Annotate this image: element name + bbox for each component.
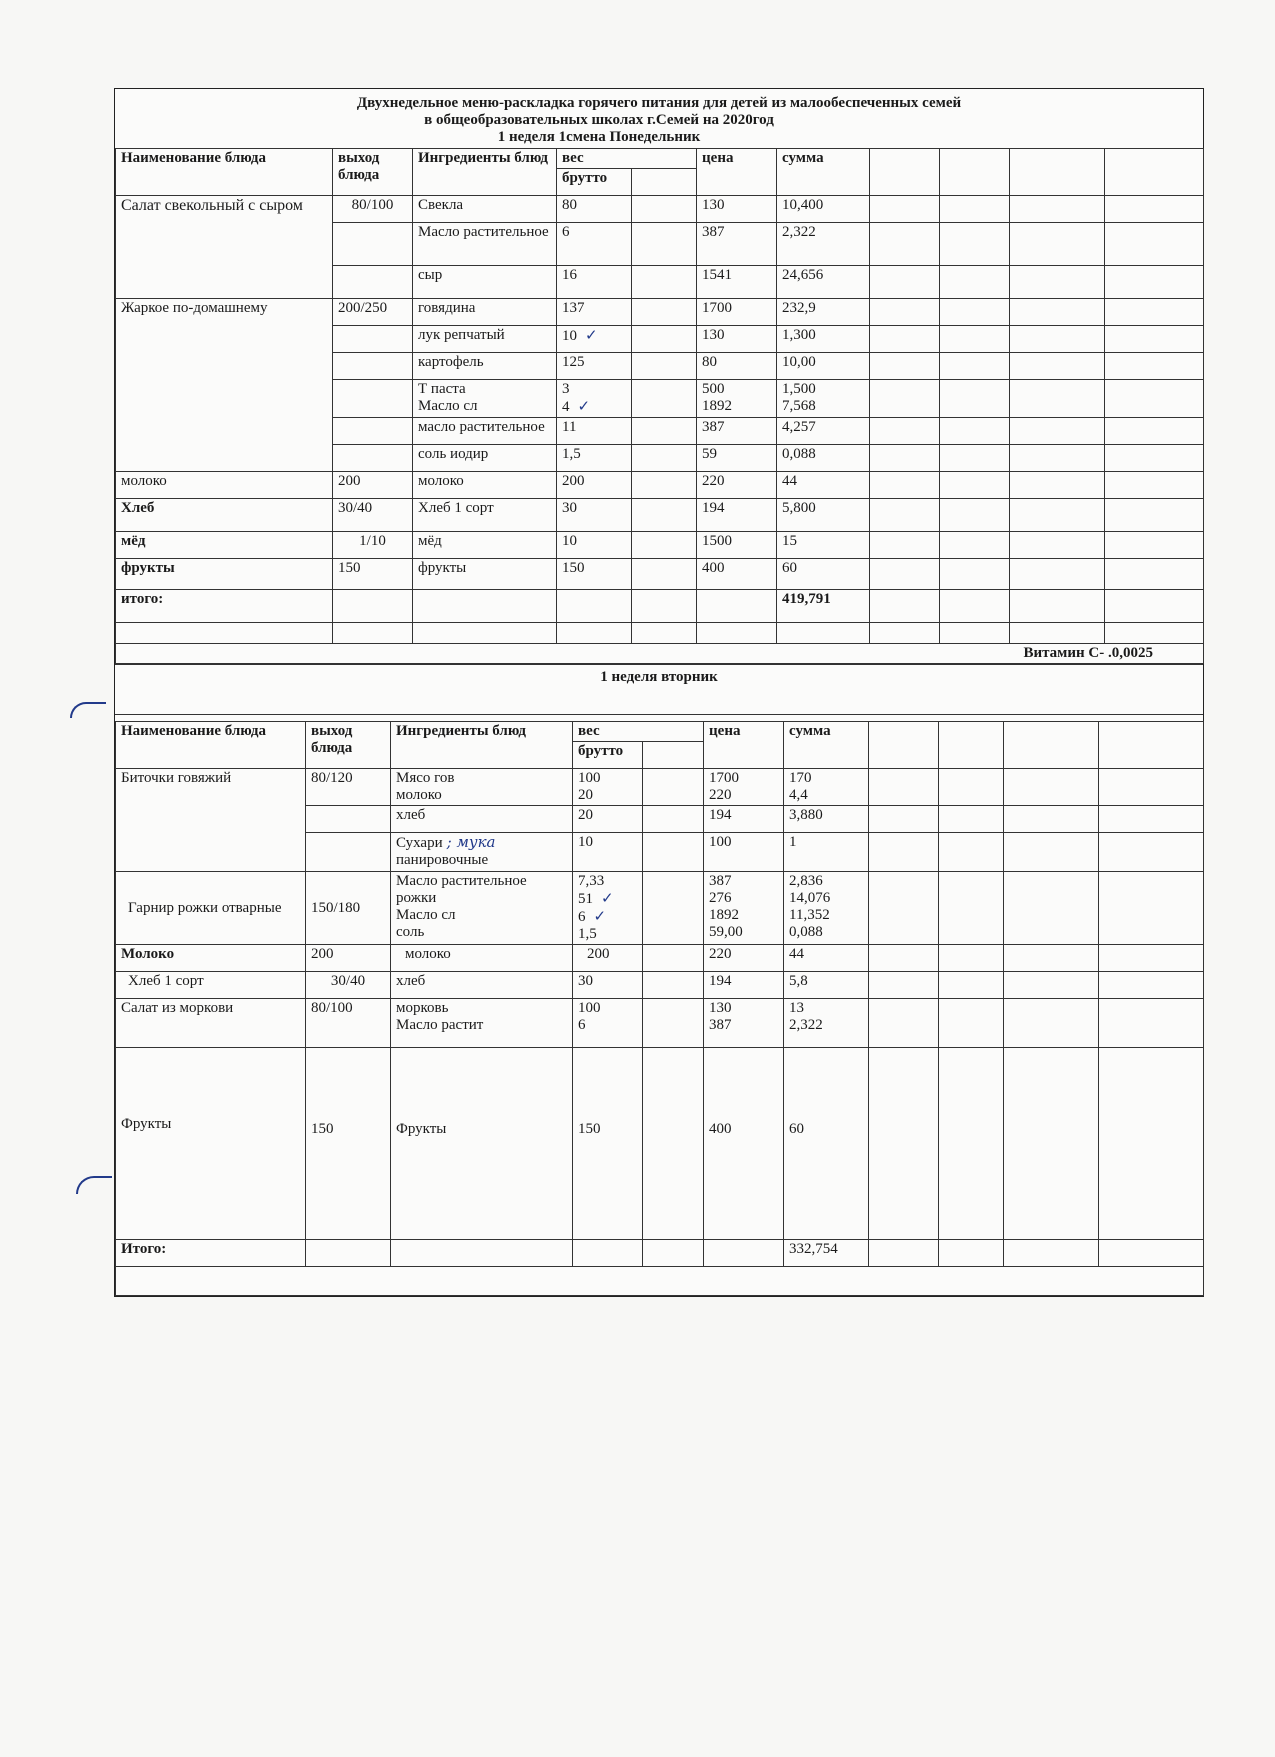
price: 387	[697, 223, 777, 266]
total-row	[116, 590, 1204, 623]
menu-sheet	[114, 88, 1204, 1297]
dish-out: 200	[306, 945, 391, 972]
table-row	[116, 532, 1204, 559]
sum: 3,880	[784, 806, 869, 833]
table-header-row	[116, 149, 1204, 169]
sum: 2,322	[777, 223, 870, 266]
tuesday-table	[115, 721, 1204, 1296]
ingredient: Масло растит	[396, 1017, 484, 1033]
price: 387	[709, 1017, 732, 1033]
price: 194	[697, 499, 777, 532]
weight: 150	[557, 559, 632, 590]
document-header	[115, 89, 1203, 148]
table-row	[116, 472, 1204, 499]
dish-name: Фрукты	[116, 1048, 306, 1240]
handwritten-check-icon: ✓	[593, 907, 607, 925]
sum: 5,8	[784, 972, 869, 999]
ingredient: Масло растительное	[396, 873, 527, 889]
dish-out: 150	[306, 1048, 391, 1240]
weight: 6	[578, 1017, 586, 1033]
table-row	[116, 872, 1204, 945]
ingredient: морковь	[396, 1000, 449, 1016]
ingredient: молоко	[391, 945, 573, 972]
dish-out: 80/100	[306, 999, 391, 1048]
sum: 170	[789, 770, 812, 786]
ingredient: Масло сл	[418, 398, 478, 414]
col-dish-header: Наименование блюда	[116, 722, 306, 769]
dish-out: 80/100	[333, 196, 413, 223]
weight: 10	[557, 532, 632, 559]
sum: 7,568	[782, 398, 816, 414]
col-sum-header: сумма	[784, 722, 869, 769]
table-row	[116, 945, 1204, 972]
weight: 51	[578, 891, 593, 907]
empty-row	[116, 623, 1204, 644]
weight: 137	[557, 299, 632, 326]
total-value: 332,754	[784, 1240, 869, 1267]
pen-mark-icon	[76, 1176, 112, 1194]
weight: 7,33	[578, 873, 605, 889]
price: 400	[704, 1048, 784, 1240]
ingredient: хлеб	[391, 806, 573, 833]
dish-out: 200	[333, 472, 413, 499]
table-row	[116, 1048, 1204, 1240]
weight: 150	[573, 1048, 643, 1240]
handwritten-check-icon: ✓	[601, 889, 614, 907]
weight: 100	[578, 1000, 601, 1016]
vitamin-note: Витамин С- .0,0025	[116, 644, 1204, 664]
price: 1700	[709, 770, 740, 786]
price: 130	[709, 1000, 732, 1016]
sum: 14,076	[789, 890, 831, 906]
price: 387	[709, 873, 732, 889]
price: 1700	[697, 299, 777, 326]
empty-row	[116, 1267, 1204, 1296]
col-ing-header: Ингредиенты блюд	[391, 722, 573, 769]
weight: 200	[573, 945, 643, 972]
dish-name: Молоко	[116, 945, 306, 972]
sum: 11,352	[789, 907, 830, 923]
weight: 30	[557, 499, 632, 532]
weight: 6	[557, 223, 632, 266]
ingredient: соль	[396, 924, 425, 940]
price: 400	[697, 559, 777, 590]
dish-out: 200/250	[333, 299, 413, 326]
handwritten-check-icon: ✓	[585, 326, 598, 344]
price: 276	[709, 890, 732, 906]
sum: 1,500	[782, 381, 816, 397]
table-header-row	[116, 722, 1204, 742]
sum: 4,257	[777, 418, 870, 445]
table-row	[116, 299, 1204, 326]
header-line-1: Двухнедельное меню-раскладка горячего питания для детей из малообеспеченных семей	[356, 95, 962, 111]
sum: 2,322	[789, 1017, 823, 1033]
sum: 15	[777, 532, 870, 559]
price: 220	[704, 945, 784, 972]
ingredient: Мясо гов	[396, 770, 455, 786]
table-row	[116, 769, 1204, 806]
sum: 60	[784, 1048, 869, 1240]
ingredient: мёд	[413, 532, 557, 559]
ingredient: Т паста	[418, 381, 466, 397]
handwritten-check-icon: ✓	[577, 397, 591, 415]
price: 59	[697, 445, 777, 472]
ingredient: Масло растительное	[413, 223, 557, 266]
table-row	[116, 499, 1204, 532]
weight: 16	[557, 266, 632, 299]
price: 220	[697, 472, 777, 499]
sum: 24,656	[777, 266, 870, 299]
col-dish-header: Наименование блюда	[116, 149, 333, 196]
weight: 200	[557, 472, 632, 499]
weight: 80	[557, 196, 632, 223]
ingredient: Масло сл	[396, 907, 456, 923]
dish-name: Салат свекольный с сыром	[116, 196, 333, 299]
weight: 4	[562, 399, 570, 415]
price: 1892	[709, 907, 740, 923]
sum: 5,800	[777, 499, 870, 532]
price: 387	[697, 418, 777, 445]
price: 1892	[702, 398, 733, 414]
price: 59,00	[709, 924, 743, 940]
ingredient: соль иодир	[413, 445, 557, 472]
table-row	[116, 999, 1204, 1048]
ingredient: панировочные	[396, 852, 489, 868]
sum: 60	[777, 559, 870, 590]
ingredient: сыр	[413, 266, 557, 299]
weight: 6	[578, 909, 586, 925]
price: 1541	[697, 266, 777, 299]
sum: 44	[784, 945, 869, 972]
price: 130	[697, 196, 777, 223]
vitamin-row	[116, 644, 1204, 664]
dish-name: Гарнир рожки отварные	[116, 872, 306, 945]
col-ing-header: Ингредиенты блюд	[413, 149, 557, 196]
ingredient: рожки	[396, 890, 437, 906]
col-sum-header: сумма	[777, 149, 870, 196]
dish-name: Салат из моркови	[116, 999, 306, 1048]
col-weight-header: вес	[557, 149, 697, 169]
col-price-header: цена	[704, 722, 784, 769]
weight: 30	[573, 972, 643, 999]
dish-name: Биточки говяжий	[116, 769, 306, 872]
ingredient: молоко	[413, 472, 557, 499]
total-label: итого:	[116, 590, 333, 623]
monday-table	[115, 148, 1204, 664]
dish-out: 1/10	[333, 532, 413, 559]
col-gross-header: брутто	[573, 742, 643, 769]
price: 500	[702, 381, 725, 397]
weight: 125	[557, 353, 632, 380]
ingredient: Хлеб 1 сорт	[413, 499, 557, 532]
ingredient: молоко	[396, 787, 442, 803]
col-out-header: выход блюда	[333, 149, 413, 196]
total-value: 419,791	[777, 590, 870, 623]
total-row	[116, 1240, 1204, 1267]
price: 80	[697, 353, 777, 380]
weight: 20	[578, 787, 593, 803]
header-line-3: 1 неделя 1смена Понедельник	[497, 129, 701, 145]
dish-name: Хлеб	[116, 499, 333, 532]
dish-name: фрукты	[116, 559, 333, 590]
ingredient: Фрукты	[391, 1048, 573, 1240]
sum: 0,088	[789, 924, 823, 940]
sum: 0,088	[777, 445, 870, 472]
price: 194	[704, 806, 784, 833]
ingredient: картофель	[413, 353, 557, 380]
ingredient: говядина	[413, 299, 557, 326]
sum: 44	[777, 472, 870, 499]
sum: 1	[784, 833, 869, 872]
sum: 4,4	[789, 787, 808, 803]
pen-mark-icon	[70, 702, 106, 718]
weight: 3	[562, 381, 570, 397]
sum: 10,400	[777, 196, 870, 223]
col-price-header: цена	[697, 149, 777, 196]
sum: 232,9	[777, 299, 870, 326]
col-weight-header: вес	[573, 722, 704, 742]
price: 1500	[697, 532, 777, 559]
header-line-2: в общеобразовательных школах г.Семей на 2020год	[424, 112, 774, 128]
weight: 20	[573, 806, 643, 833]
col-out-header: выход блюда	[306, 722, 391, 769]
weight: 11	[557, 418, 632, 445]
dish-out: 150/180	[306, 872, 391, 945]
weight: 10	[562, 328, 577, 344]
ingredient: хлеб	[391, 972, 573, 999]
price: 100	[704, 833, 784, 872]
dish-name: Жаркое по-домашнему	[116, 299, 333, 472]
sum: 13	[789, 1000, 805, 1016]
price: 194	[704, 972, 784, 999]
ingredient: Сухари	[396, 835, 443, 851]
weight: 10	[573, 833, 643, 872]
weight: 1,5	[578, 926, 597, 942]
sum: 2,836	[789, 873, 823, 889]
sum: 10,00	[777, 353, 870, 380]
dish-name: молоко	[116, 472, 333, 499]
price: 130	[697, 326, 777, 353]
dish-out: 30/40	[306, 972, 391, 999]
table-row	[116, 559, 1204, 590]
dish-name: мёд	[116, 532, 333, 559]
col-gross-header: брутто	[557, 169, 632, 196]
ingredient: лук репчатый	[413, 326, 557, 353]
ingredient: масло растительное	[413, 418, 557, 445]
handwritten-note: ; мука	[446, 833, 496, 851]
tuesday-title: 1 неделя вторник	[115, 664, 1203, 715]
dish-name: Хлеб 1 сорт	[116, 972, 306, 999]
ingredient: Свекла	[413, 196, 557, 223]
total-label: Итого:	[116, 1240, 306, 1267]
dish-out: 80/120	[306, 769, 391, 806]
table-row	[116, 196, 1204, 223]
table-row	[116, 972, 1204, 999]
weight: 100	[578, 770, 601, 786]
weight: 1,5	[557, 445, 632, 472]
price: 220	[709, 787, 732, 803]
sum: 1,300	[777, 326, 870, 353]
dish-out: 30/40	[333, 499, 413, 532]
dish-out: 150	[333, 559, 413, 590]
ingredient: фрукты	[413, 559, 557, 590]
